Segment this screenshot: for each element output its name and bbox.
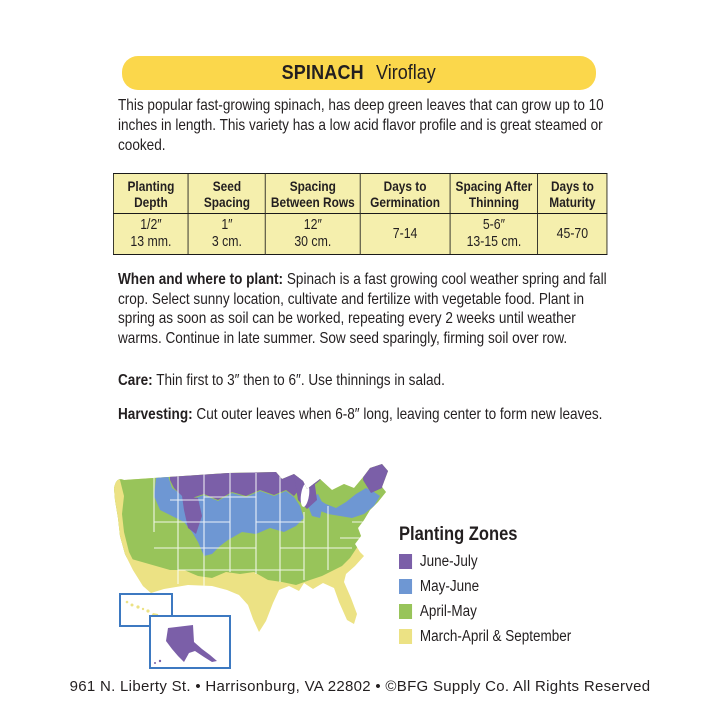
value-line: 5-6″ xyxy=(482,217,505,233)
zone-label: June-July xyxy=(419,553,478,570)
harvesting-paragraph xyxy=(118,405,602,425)
value-line: 45-70 xyxy=(556,225,589,242)
value-line: 30 cm. xyxy=(294,234,332,250)
alaska-inset xyxy=(150,616,230,668)
value-line: 13 mm. xyxy=(130,234,172,250)
zone-swatch-june-july xyxy=(399,554,412,569)
col-header-spacing-after-thinning: Spacing After Thinning xyxy=(450,174,538,214)
table-value-row xyxy=(113,214,607,255)
col-header-days-to-maturity: Days to Maturity xyxy=(538,174,607,214)
zone-label: March-April & September xyxy=(419,628,572,645)
value-days-to-germination xyxy=(360,214,450,255)
zone-swatch-march-april-september xyxy=(399,629,412,644)
value-spacing-between-rows xyxy=(265,214,360,255)
description-text: This popular fast-growing spinach, has deep green leaves that can grow up to 10 inches in length. This variety has a low acid flavor profile and is great steamed or cooked. xyxy=(118,97,604,154)
care-text: Thin first to 3″ then to 6″. Use thinnings in salad. xyxy=(152,372,445,389)
legend-item-april-may xyxy=(399,604,625,619)
planting-info-table-wrap xyxy=(113,173,607,255)
planting-info-table xyxy=(113,173,607,255)
table-header-row xyxy=(113,174,607,214)
value-line: 1″ xyxy=(221,217,233,233)
value-line: 12″ xyxy=(303,217,322,233)
zone-label: April-May xyxy=(419,603,477,620)
legend-item-may-june xyxy=(399,579,625,594)
when-where-text: Spinach is a fast growing cool weather spring and fall crop. Select sunny location, cultivate and fertilize with vegetable food. Plant in spring as soon as soil can be worked, repeating every 2 weeks until weather warms. Continue in late summer. Sow seed sparingly, firming soil over row. xyxy=(118,271,607,347)
col-header-spacing-between-rows: Spacing Between Rows xyxy=(265,174,360,214)
value-spacing-after-thinning xyxy=(450,214,538,255)
when-where-paragraph xyxy=(118,270,608,348)
legend-title: Planting Zones xyxy=(399,524,518,545)
col-header-planting-depth: Planting Depth xyxy=(113,174,188,214)
footer-address: 961 N. Liberty St. • Harrisonburg, VA 22802 • ©BFG Supply Co. All Rights Reserved xyxy=(69,678,651,695)
col-header-days-to-germination: Days to Germination xyxy=(360,174,450,214)
care-paragraph xyxy=(118,371,445,391)
value-line: 3 cm. xyxy=(211,234,242,250)
title-banner xyxy=(122,56,596,90)
planting-zones-legend xyxy=(399,524,625,654)
value-days-to-maturity xyxy=(538,214,607,255)
value-line: 13-15 cm. xyxy=(466,234,522,250)
harvesting-label: Harvesting: xyxy=(118,406,193,423)
legend-item-march-april-september xyxy=(399,629,625,644)
col-header-seed-spacing: Seed Spacing xyxy=(188,174,265,214)
variety-name: Viroflay xyxy=(376,61,437,84)
when-where-label: When and where to plant: xyxy=(118,271,284,288)
value-planting-depth xyxy=(113,214,188,255)
value-line: 1/2″ xyxy=(140,217,162,233)
crop-title: SPINACH xyxy=(281,61,365,84)
planting-zones-map xyxy=(108,462,400,672)
legend-item-june-july xyxy=(399,554,625,569)
value-seed-spacing xyxy=(188,214,265,255)
value-line: 7-14 xyxy=(392,225,418,242)
care-label: Care: xyxy=(118,372,153,389)
harvesting-text: Cut outer leaves when 6-8″ long, leaving center to form new leaves. xyxy=(192,406,603,423)
zone-label: May-June xyxy=(419,578,480,595)
title-banner-text xyxy=(282,62,436,85)
zone-swatch-may-june xyxy=(399,579,412,594)
zone-swatch-april-may xyxy=(399,604,412,619)
